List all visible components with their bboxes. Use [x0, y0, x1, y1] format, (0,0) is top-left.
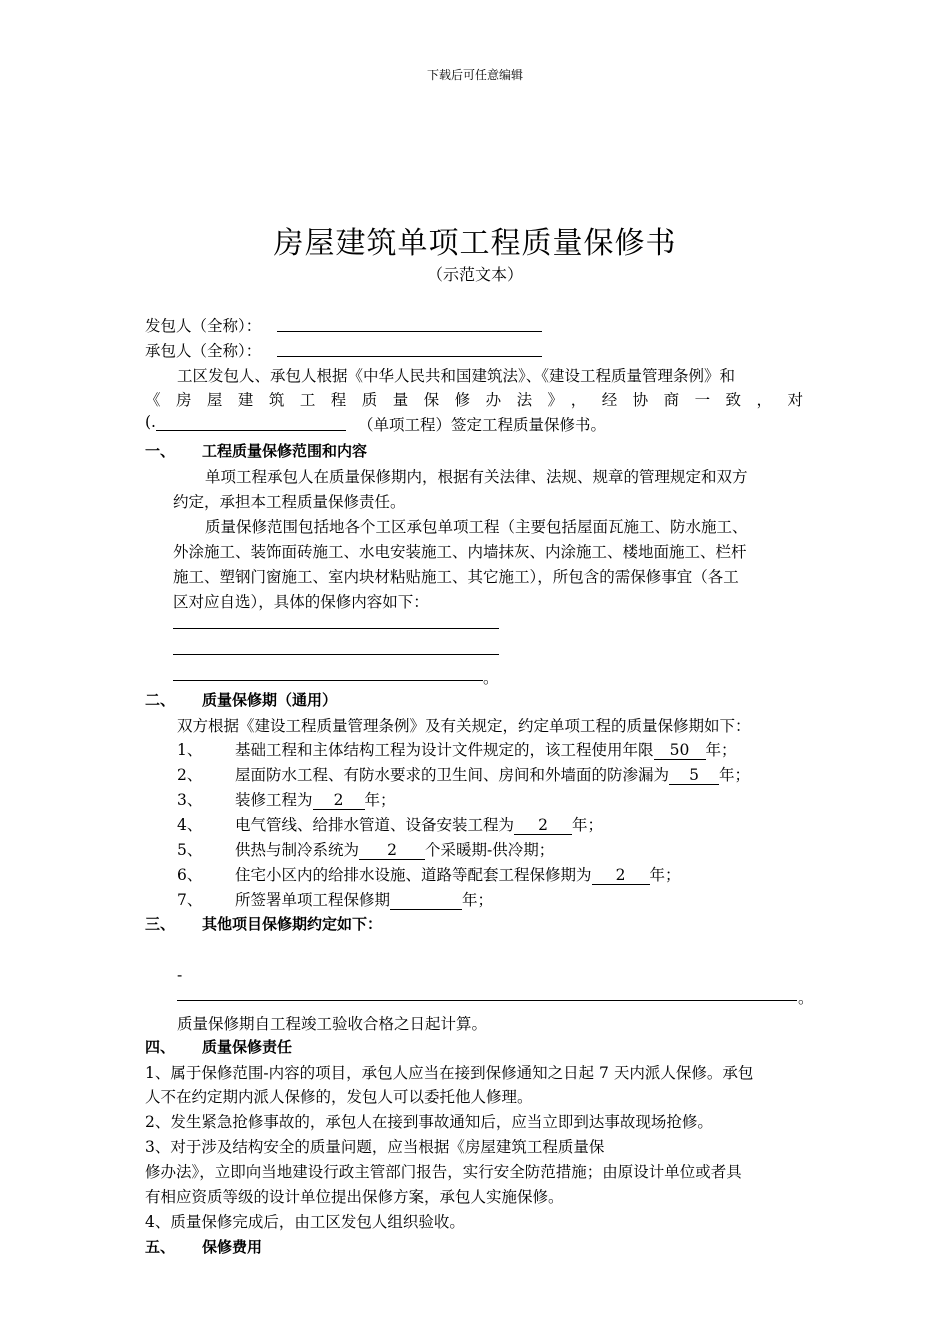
warranty-item-number: 6、 [177, 866, 203, 884]
warranty-item [177, 813, 603, 835]
warranty-years-field[interactable]: 2 [313, 791, 365, 810]
warranty-item-number: 7、 [177, 891, 203, 909]
warranty-item-text: 供热与制冷系统为 [235, 841, 360, 859]
warranty-item-text: 住宅小区内的给排水设施、道路等配套工程保修期为 [235, 866, 592, 884]
sec4-line-2: 人不在约定期内派人保修的，发包人可以委托他人修理。 [145, 1088, 533, 1106]
warranty-item [177, 838, 554, 860]
warranty-item [177, 738, 737, 760]
section-5-title: 保修费用 [202, 1238, 263, 1256]
maintenance-content-field-2[interactable] [173, 654, 499, 655]
section-2-heading [145, 689, 337, 710]
sec2-intro: 双方根据《建设工程质量管理条例》及有关规定，约定单项工程的质量保修期如下： [177, 717, 751, 735]
section-3-number: 三、 [145, 915, 176, 933]
party-a-label: 发包人（全称）： [145, 317, 262, 335]
intro-line-3-suffix: （单项工程）签定工程质量保修书。 [358, 416, 607, 434]
intro-line-3-prefix: (. [145, 413, 156, 431]
sec3-end-mark: 。 [798, 989, 814, 1007]
warranty-item-unit: 年； [649, 866, 681, 884]
warranty-item [177, 788, 396, 810]
sec4-line-5: 修办法》，立即向当地建设行政主管部门报告，实行安全防范措施；由原设计单位或者具 [145, 1163, 742, 1181]
page-header-note: 下载后可任意编辑 [426, 68, 523, 82]
sec1-p1-line1: 单项工程承包人在质量保修期内，根据有关法律、法规、规章的管理规定和双方 [205, 468, 748, 486]
maintenance-content-field-1[interactable] [173, 628, 499, 629]
section-1-title: 工程质量保修范围和内容 [202, 442, 368, 460]
party-b-name-field[interactable] [277, 356, 542, 357]
warranty-item-unit: 年； [462, 891, 494, 909]
sec4-line-7: 4、质量保修完成后，由工区发包人组织验收。 [145, 1213, 465, 1231]
warranty-years-field[interactable] [390, 891, 462, 910]
sec4-line-6: 有相应资质等级的设计单位提出保修方案，承包人实施保修。 [145, 1188, 564, 1206]
sec4-line-1: 1、属于保修范围-内容的项目，承包人应当在接到保修通知之日起 7 天内派人保修。承包 [145, 1064, 754, 1082]
warranty-item-number: 3、 [177, 791, 203, 809]
warranty-item [177, 863, 681, 885]
document-subtitle: （示范文本） [426, 265, 523, 284]
document-title: 房屋建筑单项工程质量保修书 [273, 226, 677, 261]
section-4-heading [145, 1036, 292, 1057]
sec3-dash: - [177, 966, 183, 984]
party-a-name-field[interactable] [277, 331, 542, 332]
section-1-heading [145, 440, 367, 461]
section-3-title: 其他项目保修期约定如下： [202, 915, 383, 933]
warranty-item-text: 屋面防水工程、有防水要求的卫生间、房间和外墙面的防渗漏为 [235, 766, 670, 784]
warranty-item-unit: 年； [572, 816, 604, 834]
other-items-field[interactable] [177, 1000, 797, 1001]
warranty-item [177, 888, 493, 910]
warranty-item-number: 4、 [177, 816, 203, 834]
section-2-number: 二、 [145, 691, 176, 709]
warranty-years-field[interactable]: 2 [592, 866, 650, 885]
warranty-item-number: 1、 [177, 741, 203, 759]
warranty-years-field[interactable]: 50 [654, 741, 706, 760]
warranty-item [177, 763, 750, 785]
sec4-line-4: 3、对于涉及结构安全的质量问题，应当根据《房屋建筑工程质量保 [145, 1138, 605, 1156]
warranty-item-text: 电气管线、给排水管道、设备安装工程为 [235, 816, 515, 834]
warranty-years-field[interactable]: 2 [514, 816, 572, 835]
section-3-heading [145, 913, 382, 934]
warranty-item-unit: 年； [705, 741, 737, 759]
sec1-p2-line1: 质量保修范围包括地各个工区承包单项工程（主要包括屋面瓦施工、防水施工、 [205, 518, 748, 536]
section-5-heading [145, 1236, 262, 1257]
sec3-note: 质量保修期自工程竣工验收合格之日起计算。 [177, 1015, 488, 1033]
intro-line-2: 《房屋建筑工程质量保修办法》，经协商一致，对 [145, 391, 803, 409]
warranty-years-field[interactable]: 2 [359, 841, 425, 860]
section-2-title: 质量保修期（通用） [202, 691, 338, 709]
project-name-field[interactable] [156, 430, 346, 431]
sec1-p2-line4: 区对应自选），具体的保修内容如下： [173, 593, 429, 611]
warranty-item-text: 装修工程为 [235, 791, 313, 809]
warranty-years-field[interactable]: 5 [669, 766, 719, 785]
warranty-item-text: 基础工程和主体结构工程为设计文件规定的，该工程使用年限 [235, 741, 654, 759]
party-b-row [145, 339, 261, 361]
section-4-title: 质量保修责任 [202, 1038, 293, 1056]
section-5-number: 五、 [145, 1238, 176, 1256]
sec1-p1-line2: 约定，承担本工程质量保修责任。 [173, 493, 406, 511]
sec1-p2-line2: 外涂施工、装饰面砖施工、水电安装施工、内墙抹灰、内涂施工、楼地面施工、栏杆 [173, 543, 747, 561]
party-a-row [145, 314, 261, 336]
warranty-item-text: 所签署单项工程保修期 [235, 891, 391, 909]
sec1-p2-line3: 施工、塑钢门窗施工、室内块材粘贴施工、其它施工），所包含的需保修事宜（各工 [173, 568, 739, 586]
warranty-item-unit: 年； [719, 766, 751, 784]
warranty-item-number: 5、 [177, 841, 203, 859]
warranty-item-unit: 年； [364, 791, 396, 809]
warranty-item-number: 2、 [177, 766, 203, 784]
warranty-item-unit: 个采暖期-供冷期； [425, 841, 555, 859]
sec4-line-3: 2、发生紧急抢修事故的，承包人在接到事故通知后，应当立即到达事故现场抢修。 [145, 1113, 713, 1131]
section-1-number: 一、 [145, 442, 176, 460]
section-4-number: 四、 [145, 1038, 176, 1056]
sec1-end-mark: 。 [483, 669, 499, 687]
intro-line-1: 工区发包人、承包人根据《中华人民共和国建筑法》、《建设工程质量管理条例》和 [177, 367, 736, 385]
maintenance-content-field-3[interactable] [173, 680, 483, 681]
party-b-label: 承包人（全称）： [145, 342, 262, 360]
